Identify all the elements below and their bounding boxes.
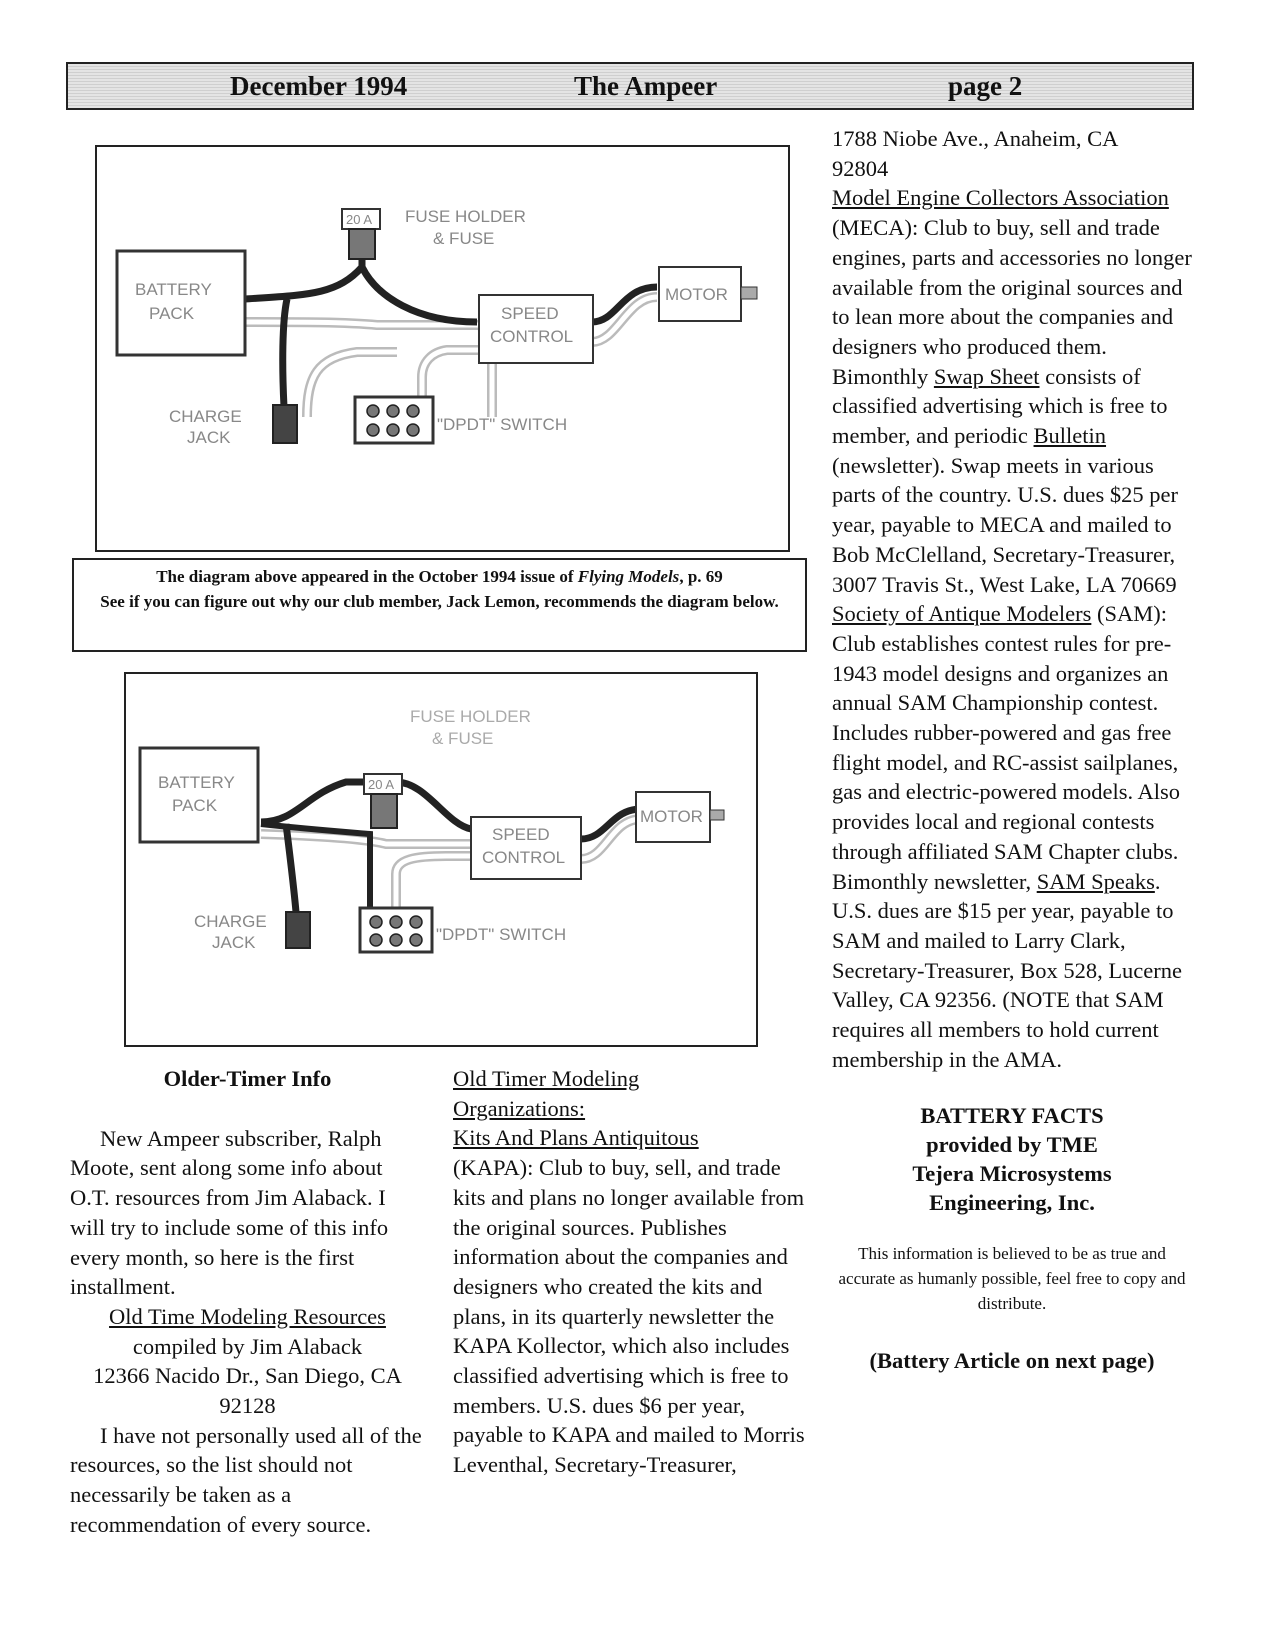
dpdt-switch-label: "DPDT" SWITCH (437, 415, 568, 434)
battery-facts-line: provided by TME (926, 1131, 1098, 1157)
section-heading: Older-Timer Info (163, 1066, 332, 1091)
battery-label: PACK (149, 304, 195, 323)
battery-facts-line: BATTERY FACTS (920, 1102, 1104, 1128)
compiler-address: 12366 Nacido Dr., San Diego, CA 92128 (93, 1363, 402, 1419)
kapa-description: (KAPA): Club to buy, sell, and trade kits and plans no longer available from the original sources. Publishes information about the companies and designers who created the kits and plans, in its quarterly newsletter the KAPA Kollector, which also includes classified advertising which is free to members. U.S. dues $6 per year, payable to KAPA and mailed to Morris Leventhal, Secretary-Treasurer, (453, 1155, 805, 1478)
fuse-rating: 20 A (346, 212, 373, 227)
speed-control-label: SPEED (492, 825, 550, 844)
dpdt-switch-label: "DPDT" SWITCH (436, 925, 567, 944)
organizations-title: Old Timer Modeling Organizations: (453, 1066, 640, 1121)
charge-jack-label: CHARGE (169, 407, 242, 426)
header-title: The Ampeer (574, 71, 718, 101)
compiled-by: compiled by Jim Alaback (132, 1333, 363, 1359)
battery-label: BATTERY (158, 773, 235, 792)
caption-text: , p. 69 (679, 567, 723, 586)
page-header (66, 62, 1194, 110)
meca-text: consists of classified advertising which is free to member, and periodic (832, 363, 1168, 449)
sam-speaks: SAM Speaks (1036, 868, 1155, 894)
fuse-rating: 20 A (368, 777, 395, 792)
fuse-holder-label: FUSE HOLDER (405, 207, 526, 226)
sam-text: (SAM): Club establishes contest rules for pre-1943 model designs and organizes an annual SAM Championship contest. Includes rubber-powered and gas free flight model, and RC-assist sailplanes, gas and electric-powered models. Also provides local and regional contests through affiliated SAM Chapter clubs. Bimonthly newsletter, (832, 601, 1181, 894)
speed-control-label: CONTROL (490, 327, 574, 346)
header-date: December 1994 (230, 71, 408, 101)
column-older-timer-info (70, 1064, 425, 1540)
battery-facts-heading (832, 1101, 1192, 1217)
meca-text: (MECA): Club to buy, sell and trade engines, parts and accessories no longer available from the original sources and to lean more about the companies and designers who produced them. Bimonthly (832, 215, 1192, 389)
battery-label: BATTERY (135, 280, 212, 299)
column-organizations (453, 1064, 808, 1480)
charge-jack-label: JACK (212, 933, 256, 952)
fuse-holder-label: & FUSE (432, 729, 494, 748)
caption-magazine: Flying Models (577, 567, 680, 586)
next-page-note: (Battery Article on next page) (869, 1347, 1155, 1373)
fuse-holder-label: FUSE HOLDER (410, 707, 531, 726)
battery-label: PACK (172, 796, 218, 815)
charge-jack-label: CHARGE (194, 912, 267, 931)
column-organizations-continued (832, 124, 1192, 1375)
meca-entry (832, 183, 1192, 599)
wiring-diagram-recommended (124, 672, 758, 1047)
sam-text: . U.S. dues are $15 per year, payable to SAM and mailed to Larry Clark, Secretary-Treasurer, Box 528, Lucerne Valley, CA 92356. (NOTE that SAM requires all members to hold current membership in the AMA. (832, 868, 1183, 1072)
bulletin: Bulletin (1033, 423, 1107, 449)
fuse-holder-label: & FUSE (433, 229, 495, 248)
speed-control-label: CONTROL (482, 848, 566, 867)
battery-disclaimer: This information is believed to be as true and accurate as humanly possible, feel free to copy and distribute. (838, 1243, 1186, 1313)
speed-control-label: SPEED (501, 304, 559, 323)
diagram-caption (72, 558, 807, 652)
charge-jack-label: JACK (187, 428, 231, 447)
kapa-name: Kits And Plans Antiquitous (453, 1125, 699, 1151)
wiring-diagram-original (95, 145, 790, 552)
motor-label: MOTOR (640, 807, 703, 826)
intro-paragraph: New Ampeer subscriber, Ralph Moote, sent along some info about O.T. resources from Jim Alaback. I will try to include some of this info every month, so here is the first installment. (70, 1125, 389, 1300)
sam-name: Society of Antique Modelers (832, 601, 1092, 627)
caption-line1 (74, 564, 805, 589)
disclaimer-paragraph: I have not personally used all of the resources, so the list should not necessarily be taken as a recommendation of every source. (70, 1422, 422, 1537)
meca-text: (newsletter). Swap meets in various parts of the country. U.S. dues $25 per year, payable to MECA and mailed to Bob McClelland, Secretary-Treasurer, 3007 Travis St., West Lake, LA 70669 (832, 452, 1178, 597)
caption-text: The diagram above appeared in the October 1994 issue of (156, 567, 578, 586)
meca-name: Model Engine Collectors Association (832, 185, 1169, 211)
swap-sheet: Swap Sheet (933, 363, 1040, 389)
battery-facts-line: Engineering, Inc. (929, 1189, 1095, 1215)
motor-label: MOTOR (665, 285, 728, 304)
header-page: page 2 (948, 71, 1023, 101)
sam-entry (832, 599, 1182, 1074)
wiring-diagram-original-svg (97, 147, 788, 550)
caption-line2: See if you can figure out why our club member, Jack Lemon, recommends the diagram below. (100, 592, 779, 611)
kapa-address: 1788 Niobe Ave., Anaheim, CA 92804 (832, 126, 1118, 181)
resources-title: Old Time Modeling Resources (109, 1303, 386, 1329)
battery-facts-line: Tejera Microsystems (912, 1160, 1112, 1186)
wiring-diagram-recommended-svg (126, 674, 756, 1045)
